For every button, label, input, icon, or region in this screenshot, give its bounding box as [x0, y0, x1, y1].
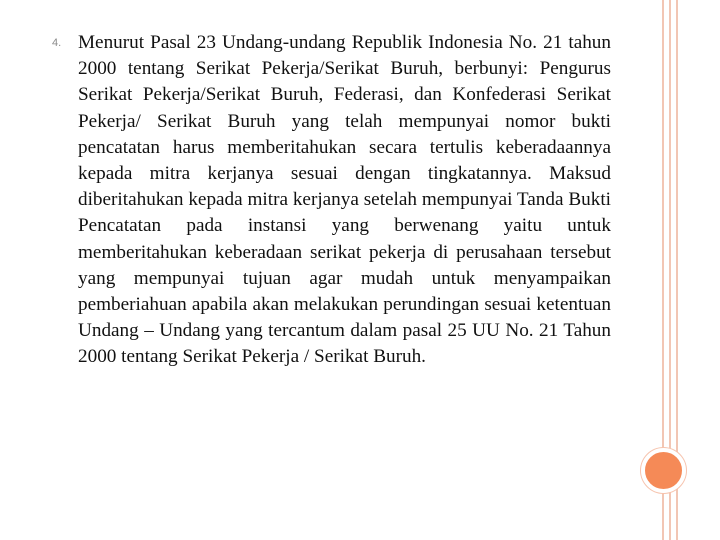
list-item-text: Menurut Pasal 23 Undang-undang Republik Indonesia No. 21 tahun 2000 tentang Serikat Pekerja/Serikat Buruh, berbunyi: Pengurus Serikat Pekerja/Serikat Buruh, Federasi, dan Konfederasi Serikat Pekerja/ Serikat Buruh yang telah mempunyai nomor bukti pencatatan harus memberitahukan secara tertulis keberadaannya kepada mitra kerjanya sesuai dengan tingkatannya. Maksud diberitahukan kepada mitra kerjanya setelah mempunyai Tanda Bukti Pencatatan pada instansi yang berwenang yaitu untuk memberitahukan keberadaan serikat pekerja di perusahaan tersebut yang mempunyai tujuan agar mudah untuk menyampaikan pemberiahuan apabila akan melakukan perundingan sesuai ketentuan Undang – Undang yang tercantum dalam pasal 25 UU No. 21 Tahun 2000 tentang Serikat Pekerja / Serikat Buruh. [78, 32, 611, 368]
list-item-number: 4. [52, 37, 62, 49]
decorative-circle [641, 448, 686, 493]
numbered-list [30, 30, 620, 371]
list-item [30, 30, 620, 371]
